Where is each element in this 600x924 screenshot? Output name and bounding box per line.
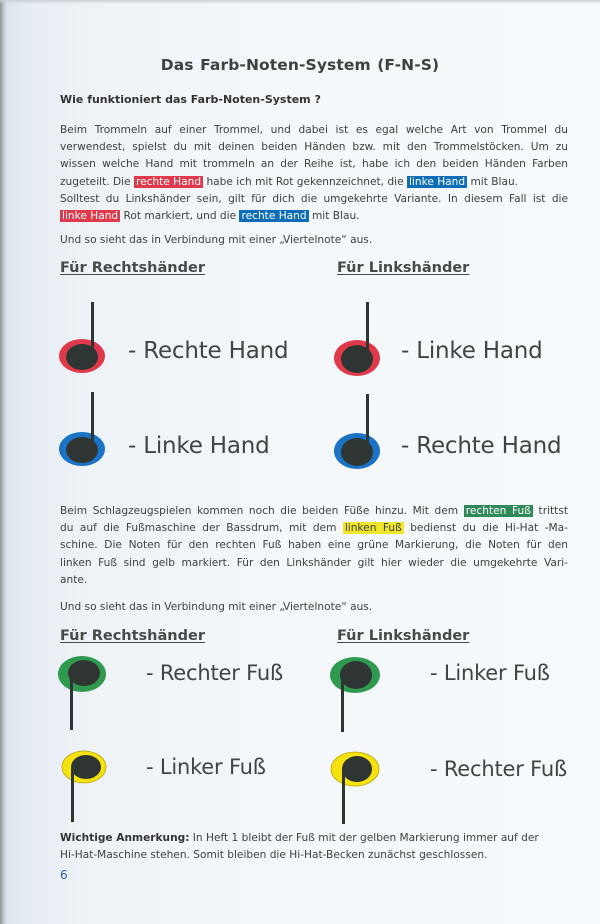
text-line: ante. xyxy=(60,573,88,586)
text-line xyxy=(60,208,568,225)
heading-right-handed-feet: Für Rechtshänder xyxy=(60,628,205,644)
green-quarter-note-icon xyxy=(330,655,380,735)
hands-explanation-paragraph xyxy=(60,122,568,225)
blue-quarter-note-icon xyxy=(333,394,383,476)
yellow-quarter-note-icon xyxy=(62,748,112,828)
section-question: Wie funktioniert das Farb-Noten-System ? xyxy=(60,93,321,106)
text-line: Beim Trommeln auf einer Trommel, und dabei ist es egal welche Art von Trommel du xyxy=(60,124,568,136)
text-fragment: Beim Schlagzeugspielen kommen noch die beiden Füße hinzu. Mit dem xyxy=(60,505,464,517)
text-line xyxy=(60,503,568,520)
label-left-hand-lefty: - Linke Hand xyxy=(401,338,543,364)
label-right-hand: - Rechte Hand xyxy=(128,338,289,364)
quarter-note-intro-hands: Und so sieht das in Verbindung mit einer „Viertelnote“ aus. xyxy=(60,234,373,246)
heading-right-handed-hands: Für Rechtshänder xyxy=(60,260,205,276)
text-fragment: bedienst du die Hi-Hat -Ma- xyxy=(403,522,568,535)
text-fragment: Rot markiert, und die xyxy=(120,210,240,223)
green-quarter-note-icon xyxy=(58,654,108,734)
heading-left-handed-feet: Für Linkshänder xyxy=(337,628,470,644)
text-line xyxy=(60,174,568,191)
text-line: linken Fuß sind gelb markiert. Für den Linkshänder gilt hier wieder die umgekehrte Vari- xyxy=(60,556,568,569)
highlight-linke-hand-blue: linke Hand xyxy=(408,175,466,188)
highlight-linken-fuss-yellow: linken Fuß xyxy=(344,522,402,535)
label-right-foot: - Rechter Fuß xyxy=(146,661,284,685)
text-line: Solltest du Linkshänder sein, gilt für dich die umgekehrte Variante. In diesem Fall ist die xyxy=(60,192,568,205)
label-right-foot-lefty: - Rechter Fuß xyxy=(430,757,568,781)
heading-left-handed-hands: Für Linkshänder xyxy=(337,260,470,276)
yellow-quarter-note-icon xyxy=(331,750,381,830)
red-quarter-note-icon xyxy=(58,302,108,382)
important-note-label: Wichtige Anmerkung: xyxy=(60,832,190,844)
quarter-note-intro-feet: Und so sieht das in Verbindung mit einer „Viertelnote“ aus. xyxy=(60,601,373,613)
page-title: Das Farb-Noten-System (F-N-S) xyxy=(160,56,440,74)
important-note-text: Hi-Hat-Maschine stehen. Somit bleiben die Hi-Hat-Becken zunächst geschlossen. xyxy=(60,849,488,861)
label-left-foot-lefty: - Linker Fuß xyxy=(430,661,550,685)
important-note xyxy=(60,830,570,864)
page-number: 6 xyxy=(60,868,68,882)
blue-quarter-note-icon xyxy=(58,392,108,474)
label-left-foot: - Linker Fuß xyxy=(146,755,266,779)
highlight-linke-hand-red: linke Hand xyxy=(62,210,119,223)
text-line: wissen welche Hand mit trommeln an der Reihe ist, habe ich den beiden Händen Farben xyxy=(60,158,568,171)
feet-explanation-paragraph xyxy=(60,503,568,589)
highlight-rechte-hand-blue: rechte Hand xyxy=(241,210,307,223)
text-fragment: trittst xyxy=(532,505,568,517)
important-note-text: In Heft 1 bleibt der Fuß mit der gelben Markierung immer auf der xyxy=(189,832,539,844)
highlight-rechten-fuss-green: rechten Fuß xyxy=(465,505,531,517)
text-fragment: mit Blau. xyxy=(467,175,519,188)
book-spine-shadow xyxy=(0,0,6,924)
text-line: schine. Die Noten für den rechten Fuß haben eine grüne Markierung, die Noten für den xyxy=(60,539,568,552)
text-fragment: zugeteilt. Die xyxy=(60,175,134,188)
text-line xyxy=(60,520,568,537)
red-quarter-note-icon xyxy=(333,302,383,384)
text-fragment: mit Blau. xyxy=(308,210,360,223)
page-top-shadow xyxy=(0,0,600,4)
text-fragment: du auf die Fußmaschine der Bassdrum, mit dem xyxy=(60,522,343,535)
label-left-hand: - Linke Hand xyxy=(128,433,270,459)
label-right-hand-lefty: - Rechte Hand xyxy=(401,433,562,459)
text-line: verwendest, spielst du mit deinen beiden Händen bzw. mit den Trommelstöcken. Um zu xyxy=(60,141,568,154)
highlight-rechte-hand-red: rechte Hand xyxy=(135,175,202,188)
text-fragment: habe ich mit Rot gekennzeichnet, die xyxy=(203,175,407,188)
